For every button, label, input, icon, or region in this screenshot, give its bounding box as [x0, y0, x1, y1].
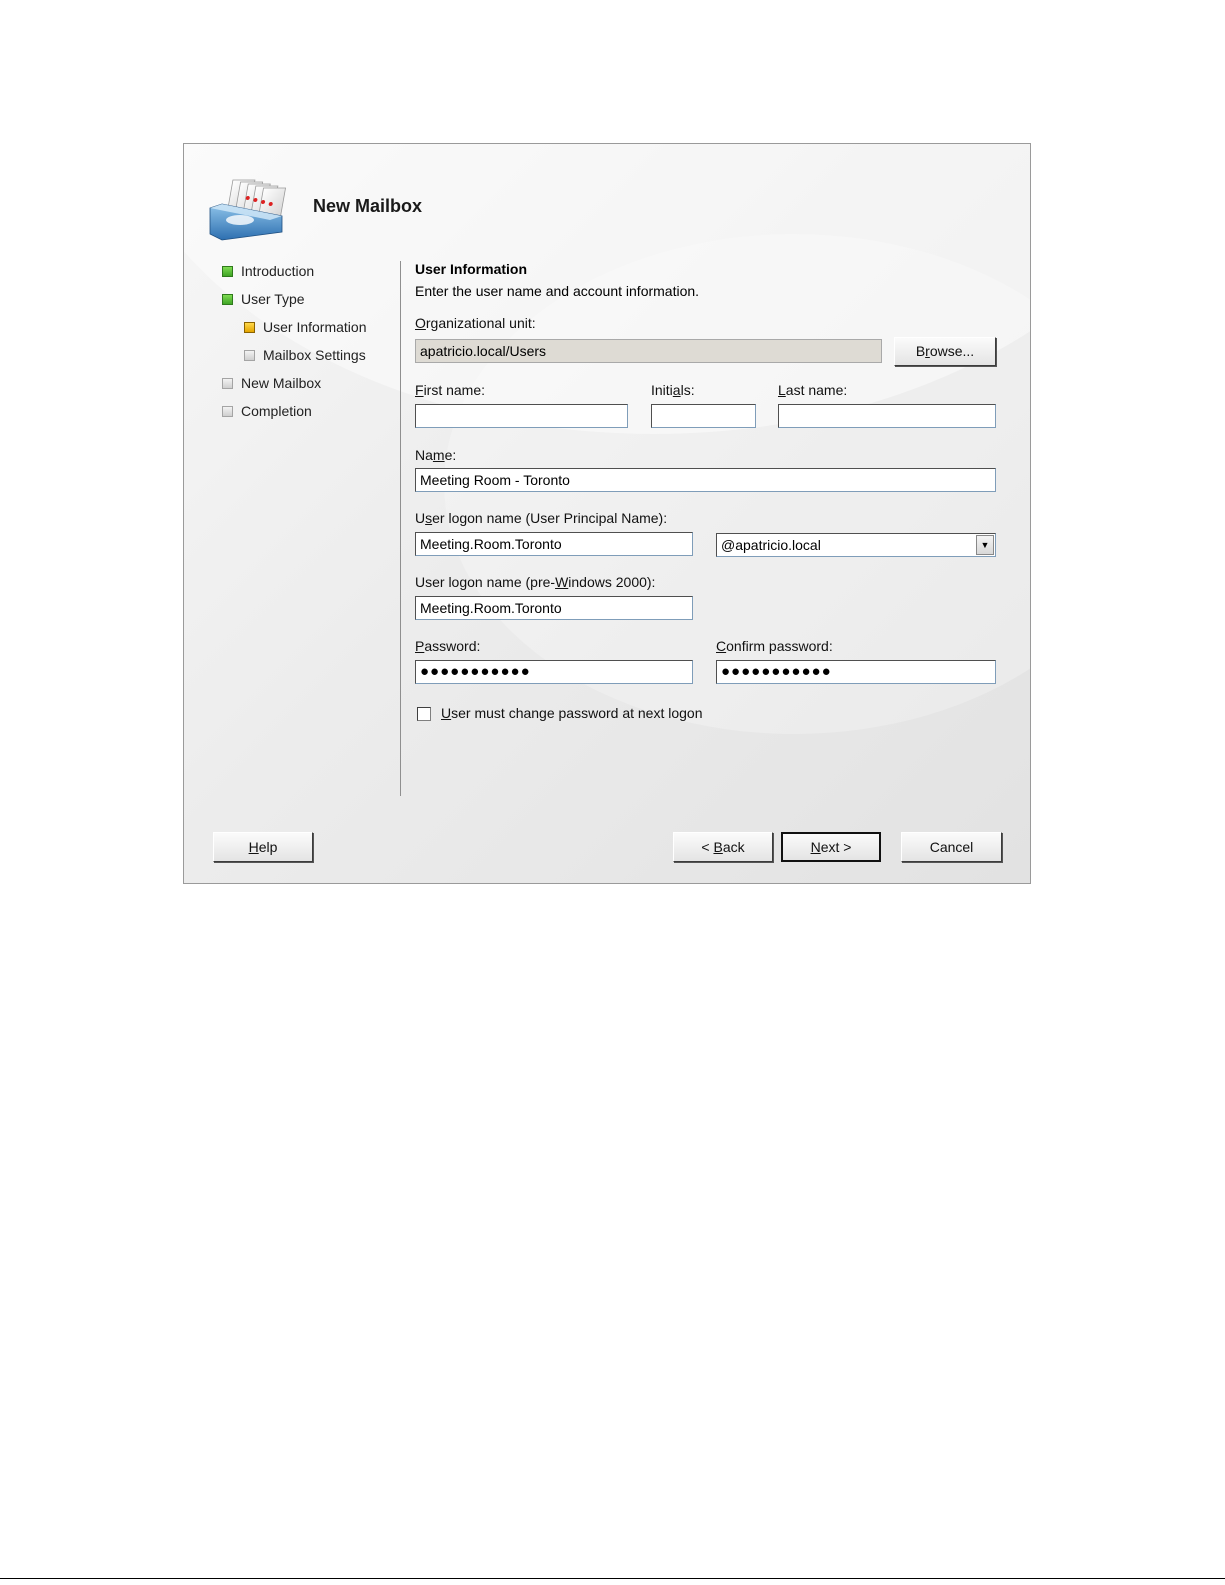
confirm-password-field[interactable]: ●●●●●●●●●●●	[716, 660, 996, 684]
confirm-password-label: Confirm password:	[716, 638, 833, 654]
upn-field[interactable]: Meeting.Room.Toronto	[415, 532, 693, 556]
next-button[interactable]: Next >	[781, 832, 881, 862]
domain-value: @apatricio.local	[721, 537, 821, 553]
ou-field[interactable]: apatricio.local/Users	[415, 339, 882, 363]
nav-divider	[400, 261, 401, 796]
domain-dropdown[interactable]	[716, 533, 996, 557]
nav-item-label: New Mailbox	[241, 375, 322, 391]
must-change-password-checkbox[interactable]	[417, 707, 431, 721]
help-button[interactable]: Help	[213, 832, 313, 862]
initials-label: Initials:	[651, 382, 695, 398]
nav-item-label: Mailbox Settings	[263, 347, 366, 363]
nav-item-introduction	[222, 260, 314, 282]
last-name-label: Last name:	[778, 382, 848, 398]
step-pending-icon	[222, 378, 233, 389]
upn-label: User logon name (User Principal Name):	[415, 510, 668, 526]
step-done-icon	[222, 266, 233, 277]
dialog-title: New Mailbox	[313, 196, 423, 216]
prewin-label: User logon name (pre-Windows 2000):	[415, 574, 656, 590]
section-title: User Information	[415, 261, 528, 277]
nav-item-label: User Information	[263, 319, 367, 335]
nav-item-user-information	[244, 316, 366, 338]
mailbox-icon	[208, 174, 298, 244]
page-bottom-rule	[0, 1578, 1225, 1579]
name-label: Name:	[415, 447, 457, 463]
nav-item-label: Introduction	[241, 263, 315, 279]
nav-item-label: Completion	[241, 403, 312, 419]
nav-item-new-mailbox	[222, 372, 321, 394]
must-change-password-label[interactable]: User must change password at next logon	[441, 705, 703, 721]
nav-item-mailbox-settings	[244, 344, 366, 366]
back-button[interactable]: < Back	[673, 832, 773, 862]
nav-item-completion	[222, 400, 312, 422]
first-name-label: First name:	[415, 382, 486, 398]
step-pending-icon	[222, 406, 233, 417]
last-name-field[interactable]	[778, 404, 996, 428]
name-field[interactable]: Meeting Room - Toronto	[415, 468, 996, 492]
first-name-field[interactable]	[415, 404, 628, 428]
password-field[interactable]: ●●●●●●●●●●●	[415, 660, 693, 684]
cancel-button[interactable]: Cancel	[901, 832, 1002, 862]
password-label: Password:	[415, 638, 481, 654]
step-current-icon	[244, 322, 255, 333]
section-description: Enter the user name and account information.	[415, 283, 700, 299]
step-done-icon	[222, 294, 233, 305]
prewin-logon-field[interactable]: Meeting.Room.Toronto	[415, 596, 693, 620]
step-pending-icon	[244, 350, 255, 361]
new-mailbox-dialog	[183, 143, 1031, 884]
nav-item-user-type	[222, 288, 305, 310]
chevron-down-icon[interactable]: ▼	[976, 535, 994, 555]
ou-label: Organizational unit:	[415, 315, 536, 331]
nav-item-label: User Type	[241, 291, 305, 307]
initials-field[interactable]	[651, 404, 756, 428]
browse-button[interactable]: Browse...	[894, 337, 996, 366]
